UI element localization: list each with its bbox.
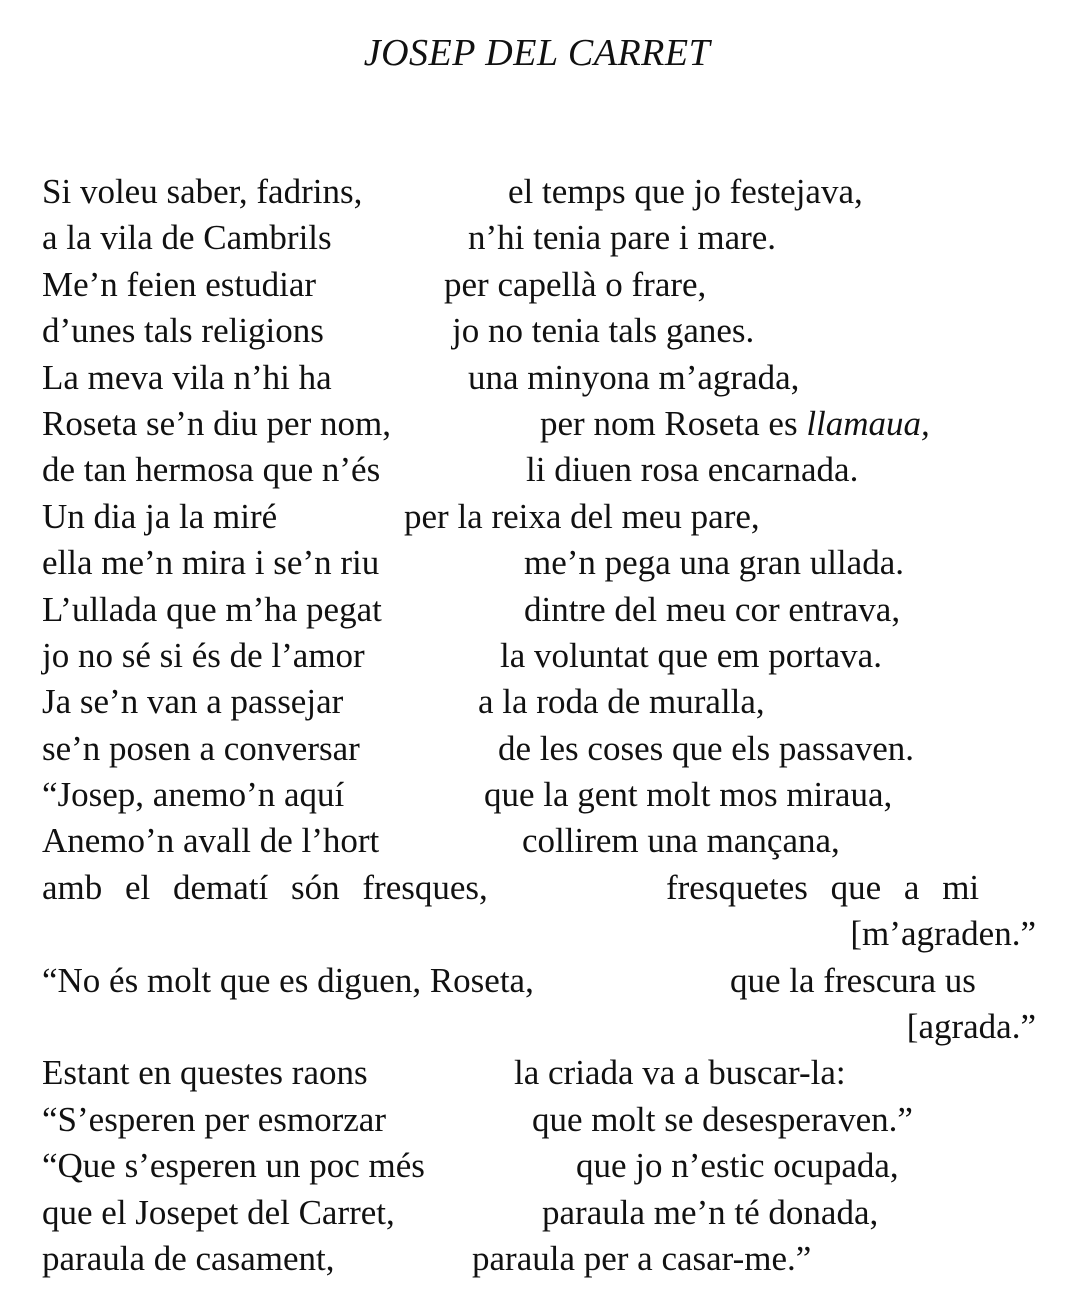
first-hemistich: que el Josepet del Carret, [42,1192,395,1232]
first-hemistich: d’unes tals religions [42,311,324,351]
first-hemistich: L’ullada que m’ha pegat [42,589,382,629]
second-hemistich: que la frescura us [730,960,976,1000]
continuation-text: [m’agraden.” [850,914,1036,954]
first-hemistich: “Josep, anemo’n aquí [42,775,345,815]
verse-line [0,308,1074,354]
verse-line [0,540,1074,586]
verse-line [0,679,1074,725]
first-hemistich: se’n posen a conversar [42,728,360,768]
verse-continuation [0,911,1074,957]
second-hemistich: que la gent molt mos miraua, [484,775,893,815]
first-hemistich: a la vila de Cambrils [42,218,332,258]
verse-line [0,726,1074,772]
verse-line [0,169,1074,215]
second-hemistich: li diuen rosa encarnada. [526,450,859,490]
verse-line [0,633,1074,679]
second-hemistich: fresquetes que a mi [666,867,980,907]
verse-line [0,772,1074,818]
verse-line [0,1190,1074,1236]
first-hemistich: de tan hermosa que n’és [42,450,381,490]
verse-line [0,958,1074,1004]
first-hemistich: Estant en questes raons [42,1053,368,1093]
first-hemistich: La meva vila n’hi ha [42,357,332,397]
poem-title: JOSEP DEL CARRET [363,32,711,74]
second-hemistich: per la reixa del meu pare, [404,496,760,536]
second-hemistich: una minyona m’agrada, [468,357,800,397]
verse-line [0,818,1074,864]
second-hemistich: la voluntat que em portava. [500,635,882,675]
first-hemistich: ella me’n mira i se’n riu [42,543,380,583]
second-hemistich: el temps que jo festejava, [508,172,863,211]
poem-body [0,169,1074,1282]
second-hemistich: que molt se desesperaven.” [532,1099,913,1139]
first-hemistich: amb el dematí són fresques, [42,867,488,907]
verse-line [0,262,1074,308]
first-hemistich: “No és molt que es diguen, Roseta, [42,960,534,1000]
first-hemistich: Un dia ja la miré [42,496,278,536]
second-hemistich: jo no tenia tals ganes. [452,311,755,351]
verse-line [0,1143,1074,1189]
second-hemistich: paraula me’n té donada, [542,1192,879,1232]
first-hemistich: jo no sé si és de l’amor [42,635,365,675]
second-hemistich: a la roda de muralla, [478,682,765,722]
second-hemistich: que jo n’estic ocupada, [576,1146,899,1186]
first-hemistich: Roseta se’n diu per nom, [42,403,391,443]
first-hemistich: “S’esperen per esmorzar [42,1099,386,1139]
second-hemistich: paraula per a casar-me.” [472,1238,812,1278]
verse-line [0,401,1074,447]
verse-continuation [0,1004,1074,1050]
italic-word: llamaua, [806,403,930,443]
second-hemistich-text: per nom Roseta es [540,403,807,443]
verse-line [0,587,1074,633]
first-hemistich: Me’n feien estudiar [42,264,317,304]
verse-line [0,1050,1074,1096]
verse-line [0,355,1074,401]
second-hemistich: n’hi tenia pare i mare. [468,218,777,258]
second-hemistich: me’n pega una gran ullada. [524,543,904,583]
first-hemistich: Si voleu saber, fadrins, [42,172,363,211]
verse-line [0,1097,1074,1143]
verse-line [0,494,1074,540]
verse-line [0,215,1074,261]
second-hemistich: de les coses que els passaven. [498,728,914,768]
verse-line [0,865,1074,911]
verse-line [0,447,1074,493]
second-hemistich: dintre del meu cor entrava, [524,589,901,629]
second-hemistich: per capellà o frare, [444,264,707,304]
first-hemistich: “Que s’esperen un poc més [42,1146,425,1186]
second-hemistich: la criada va a buscar-la: [514,1053,846,1093]
first-hemistich: paraula de casament, [42,1238,335,1278]
first-hemistich: Anemo’n avall de l’hort [42,821,380,861]
second-hemistich: collirem una mançana, [522,821,840,861]
continuation-text: [agrada.” [906,1007,1036,1047]
second-hemistich [540,401,930,447]
verse-line [0,1236,1074,1282]
first-hemistich: Ja se’n van a passejar [42,682,344,722]
